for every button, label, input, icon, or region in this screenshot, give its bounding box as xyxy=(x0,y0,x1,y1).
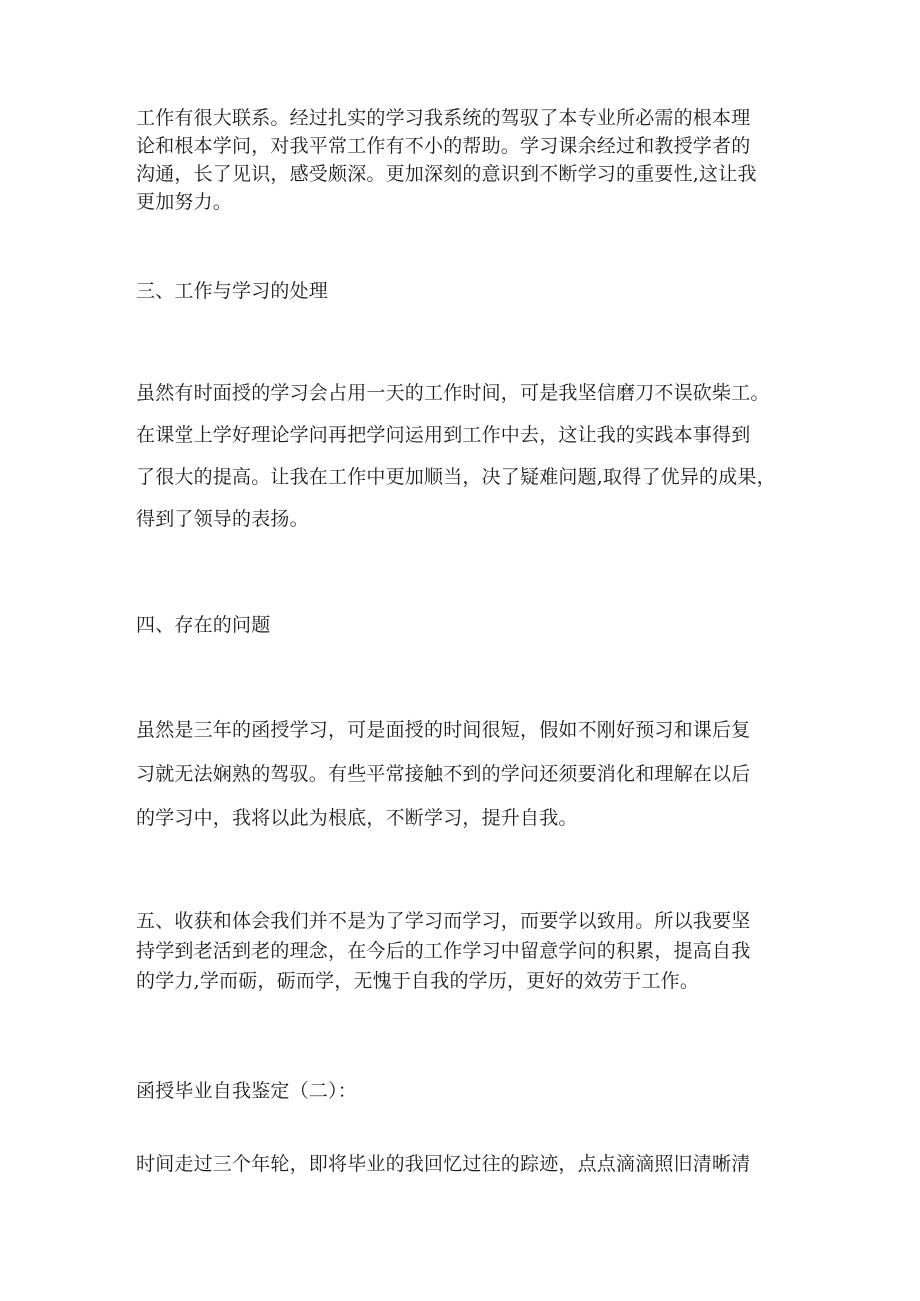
text-line: 虽然是三年的函授学习，可是面授的时间很短，假如不刚好预习和课后复 xyxy=(136,719,751,741)
paragraph-problems xyxy=(136,708,796,840)
section-heading-problems xyxy=(136,611,796,639)
text-line: 工作有很大联系。经过扎实的学习我系统的驾驭了本专业所必需的根本理 xyxy=(136,107,751,129)
paragraph-gains xyxy=(136,906,796,996)
heading-text: 四、存在的问题 xyxy=(136,614,271,636)
paragraph-study-connection xyxy=(136,104,796,216)
heading-text: 三、工作与学习的处理 xyxy=(136,280,329,302)
text-line: 持学到老活到老的理念，在今后的工作学习中留意学问的积累，提高自我 xyxy=(136,940,751,962)
text-line: 时间走过三个年轮，即将毕业的我回忆过往的踪迹，点点滴滴照旧清晰清 xyxy=(136,1153,751,1175)
paragraph-time-passed xyxy=(136,1150,796,1178)
text-line: 得到了领导的表扬。 xyxy=(136,508,309,530)
text-line: 更加努力。 xyxy=(136,191,233,213)
section-heading-work-study xyxy=(136,277,796,305)
heading-text: 函授毕业自我鉴定（二）： xyxy=(136,1080,357,1102)
text-line: 虽然有时面授的学习会占用一天的工作时间，可是我坚信磨刀不误砍柴工。 xyxy=(136,382,770,404)
text-line: 在课堂上学好理论学问再把学问运用到工作中去，这让我的实践本事得到 xyxy=(136,424,751,446)
paragraph-work-study xyxy=(136,372,796,540)
text-line: 沟通，长了见识，感受颇深。更加深刻的意识到不断学习的重要性,这让我 xyxy=(136,163,757,185)
text-line: 的学习中，我将以此为根底，不断学习，提升自我。 xyxy=(136,807,578,829)
section-heading-self-assessment-2 xyxy=(136,1077,796,1105)
text-line: 五、收获和体会我们并不是为了学习而学习，而要学以致用。所以我要坚 xyxy=(136,910,751,932)
text-line: 的学力,学而砺，砺而学，无愧于自我的学历，更好的效劳于工作。 xyxy=(136,970,700,992)
text-line: 论和根本学问，对我平常工作有不小的帮助。学习课余经过和教授学者的 xyxy=(136,135,751,157)
text-line: 习就无法娴熟的驾驭。有些平常接触不到的学问还须要消化和理解在以后 xyxy=(136,763,751,785)
text-line: 了很大的提高。让我在工作中更加顺当，决了疑难问题,取得了优异的成果， xyxy=(136,466,776,488)
